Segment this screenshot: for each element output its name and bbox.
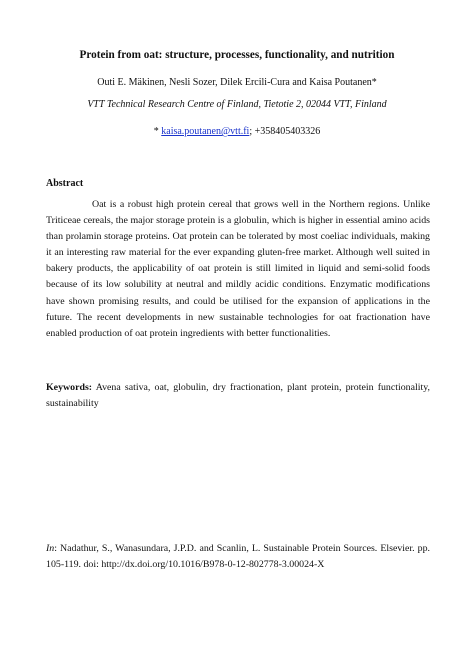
keywords-text: Avena sativa, oat, globulin, dry fractionation, plant protein, protein functionality, sustainability — [46, 382, 430, 410]
corresponding-phone: ; +358405403326 — [249, 126, 321, 137]
abstract-heading: Abstract — [46, 178, 84, 189]
author-affiliation: VTT Technical Research Centre of Finland, Tietotie 2, 02044 VTT, Finland — [87, 99, 387, 110]
corresponding-contact — [40, 125, 434, 138]
keywords-paragraph — [46, 380, 430, 412]
paper-title: Protein from oat: structure, processes, functionality, and nutrition — [79, 49, 395, 61]
author-list: Outi E. Mäkinen, Nesli Sozer, Dilek Ercili-Cura and Kaisa Poutanen* — [97, 77, 377, 88]
citation-in-label: In — [46, 543, 55, 554]
citation-paragraph — [46, 541, 430, 573]
keywords-label: Keywords: — [46, 382, 93, 393]
corresponding-email-link[interactable]: kaisa.poutanen@vtt.fi — [161, 126, 250, 137]
corresponding-asterisk: * — [153, 126, 159, 137]
citation-text: : Nadathur, S., Wanasundara, J.P.D. and Scanlin, L. Sustainable Protein Sources. Elsevier. pp. 105-119. doi: http://dx.doi.org/10.1016/B978-0-12-802778-3.00024-X — [46, 543, 430, 571]
abstract-body: Oat is a robust high protein cereal that grows well in the Northern regions. Unlike Triticeae cereals, the major storage protein is a globulin, which is higher in essential amino acids than prolamin storage proteins. Oat protein can be tolerated by most coeliac individuals, making it an interesting raw material for the ever expanding gluten-free market. Although well suited in bakery products, the applicability of oat protein is still limited in liquid and semi-solid foods because of its low solubility at neutral and mildly acidic conditions. Enzymatic modifications have shown promising results, and could be utilised for the expansion of applications in the future. The recent developments in new sustainable technologies for oat fractionation have enabled production of oat protein ingredients with better functionalities. — [46, 199, 430, 339]
